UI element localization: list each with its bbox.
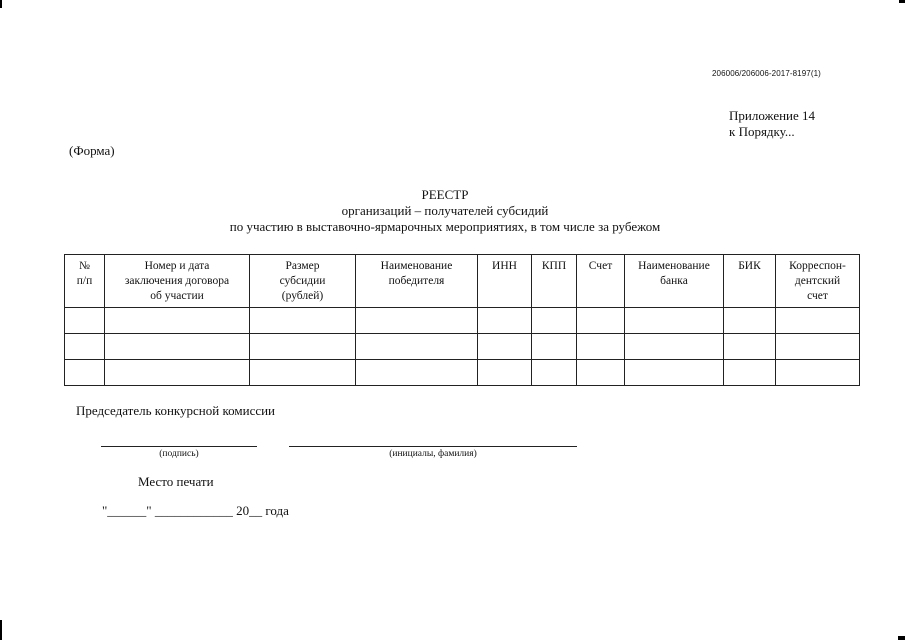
initials-caption: (инициалы, фамилия) bbox=[389, 449, 477, 459]
table-cell bbox=[625, 308, 724, 334]
initials-line bbox=[289, 446, 577, 447]
table-cell bbox=[625, 360, 724, 386]
table-cell bbox=[577, 334, 625, 360]
scan-edge-mark bbox=[899, 0, 905, 3]
scan-edge-mark bbox=[898, 636, 905, 640]
scan-edge-mark bbox=[0, 620, 2, 640]
table-cell bbox=[105, 334, 250, 360]
table-cell bbox=[478, 308, 532, 334]
column-header-account: Счет bbox=[577, 255, 625, 308]
table-cell bbox=[250, 308, 356, 334]
table-cell bbox=[577, 308, 625, 334]
table-header-row bbox=[65, 255, 860, 308]
table-row bbox=[65, 308, 860, 334]
table-cell bbox=[577, 360, 625, 386]
document-subtitle-line1: организаций – получателей субсидий bbox=[341, 203, 549, 218]
table-cell bbox=[532, 360, 577, 386]
column-header-kpp: КПП bbox=[532, 255, 577, 308]
seal-place-label: Место печати bbox=[138, 474, 214, 489]
table-cell bbox=[105, 308, 250, 334]
table-cell bbox=[356, 360, 478, 386]
table-cell bbox=[250, 334, 356, 360]
table-cell bbox=[724, 308, 776, 334]
table-cell bbox=[356, 334, 478, 360]
appendix-order-ref: к Порядку... bbox=[729, 124, 795, 139]
table-cell bbox=[724, 334, 776, 360]
column-header-number: № п/п bbox=[65, 255, 105, 308]
table-row bbox=[65, 360, 860, 386]
table-cell bbox=[776, 308, 860, 334]
scan-edge-mark bbox=[0, 0, 2, 8]
table-cell bbox=[625, 334, 724, 360]
column-header-corr-account: Корреспон- дентский счет bbox=[776, 255, 860, 308]
appendix-reference bbox=[729, 108, 815, 140]
table-cell bbox=[105, 360, 250, 386]
column-header-bik: БИК bbox=[724, 255, 776, 308]
document-subtitle-line2: по участию в выставочно-ярмарочных мероприятиях, в том числе за рубежом bbox=[229, 219, 661, 234]
table-cell bbox=[532, 334, 577, 360]
appendix-number: Приложение 14 bbox=[729, 108, 816, 123]
column-header-inn: ИНН bbox=[478, 255, 532, 308]
chairman-label: Председатель конкурсной комиссии bbox=[76, 403, 276, 418]
table-cell bbox=[776, 360, 860, 386]
column-header-bank-name: Наименование банка bbox=[625, 255, 724, 308]
table-cell bbox=[356, 308, 478, 334]
title-block bbox=[170, 187, 720, 235]
table-cell bbox=[724, 360, 776, 386]
table-cell bbox=[478, 360, 532, 386]
form-label: (Форма) bbox=[69, 143, 115, 158]
document-title: РЕЕСТР bbox=[421, 187, 469, 202]
column-header-contract: Номер и дата заключения договора об участии bbox=[105, 255, 250, 308]
document-id: 206006/206006-2017-8197(1) bbox=[712, 69, 821, 78]
table-cell bbox=[776, 334, 860, 360]
table-cell bbox=[250, 360, 356, 386]
table-cell bbox=[478, 334, 532, 360]
signature-line bbox=[101, 446, 257, 447]
column-header-winner-name: Наименование победителя bbox=[356, 255, 478, 308]
table-cell bbox=[532, 308, 577, 334]
signature-caption: (подпись) bbox=[159, 449, 199, 459]
table-cell bbox=[65, 360, 105, 386]
table-cell bbox=[65, 308, 105, 334]
registry-table bbox=[64, 254, 860, 386]
table-cell bbox=[65, 334, 105, 360]
column-header-subsidy-amount: Размер субсидии (рублей) bbox=[250, 255, 356, 308]
table-row bbox=[65, 334, 860, 360]
date-line: "______" ____________ 20__ года bbox=[102, 503, 289, 518]
